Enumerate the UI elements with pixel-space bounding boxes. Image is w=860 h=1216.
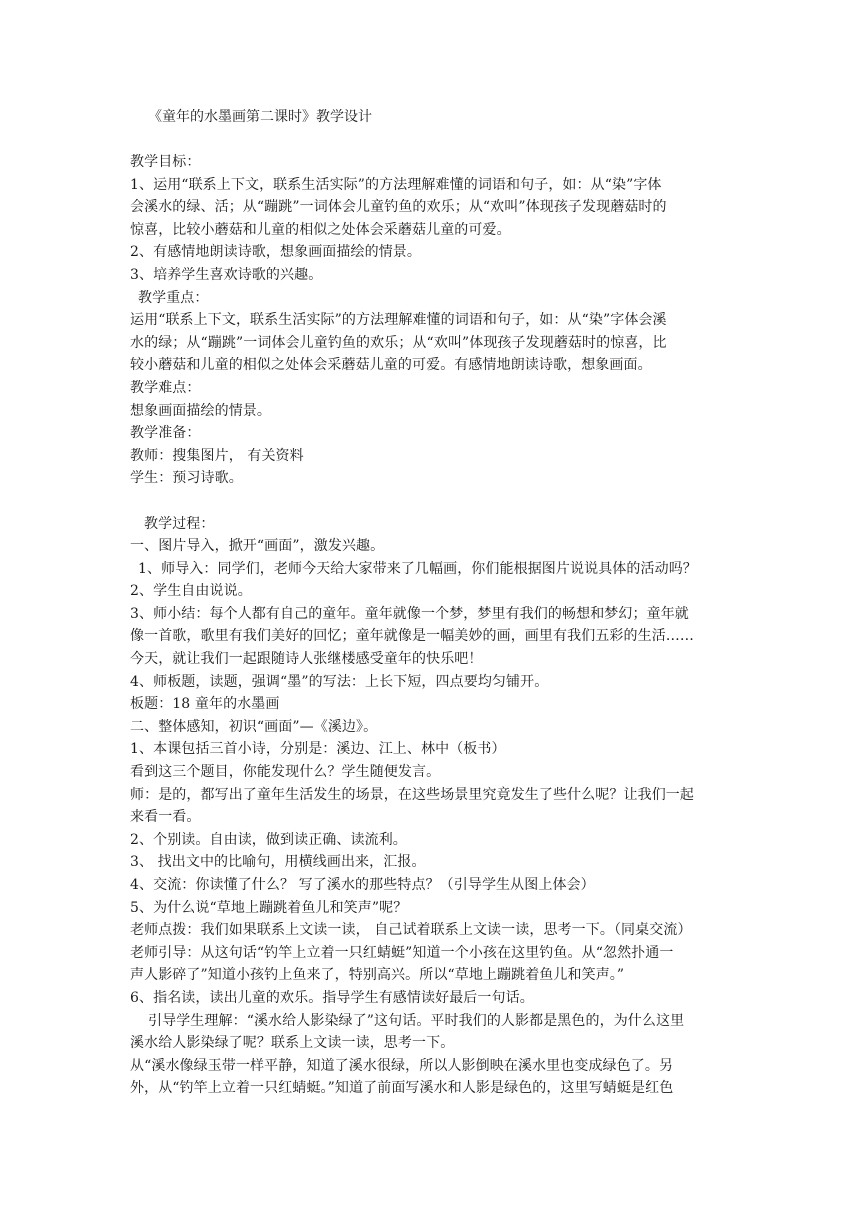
document-title: 《童年的水墨画第二课时》教学设计 xyxy=(148,109,372,125)
text-line: 4、交流：你读懂了什么？ 写了溪水的那些特点？（引导学生从图上体会） xyxy=(130,877,595,893)
text-line: 5、为什么说“草地上蹦跳着鱼儿和笑声”呢？ xyxy=(130,899,408,916)
text-line: 1、运用“联系上下文，联系生活实际”的方法理解难懂的词语和句子，如：从“染”字体 xyxy=(130,176,662,193)
text-line: 3、培养学生喜欢诗歌的兴趣。 xyxy=(130,266,323,283)
text-line: 看到这三个题目，你能发现什么？学生随便发言。 xyxy=(130,764,441,781)
text-line: 师：是的，都写出了童年生活发生的场景，在这些场景里究竟发生了些什么呢？让我们一起 xyxy=(130,786,694,803)
document-body xyxy=(130,151,736,1100)
text-line: 像一首歌，歌里有我们美好的回忆；童年就像是一幅美妙的画，画里有我们五彩的生活…… xyxy=(130,628,694,645)
text-line: 来看一看。 xyxy=(130,809,201,826)
text-line: 3、 找出文中的比喻句，用横线画出来，汇报。 xyxy=(130,854,426,871)
text-line: 外，从“钓竿上立着一只红蜻蜓。”知道了前面写溪水和人影是绿色的，这里写蜻蜓是红色 xyxy=(130,1080,674,1097)
blank-line xyxy=(130,490,736,513)
text-line: 惊喜，比较小蘑菇和儿童的相似之处体会采蘑菇儿童的可爱。 xyxy=(130,221,511,238)
section-heading: 教学重点： xyxy=(138,289,209,306)
text-line: 2、有感情地朗读诗歌，想象画面描绘的情景。 xyxy=(130,244,422,261)
text-line: 从“溪水像绿玉带一样平静，知道了溪水很绿，所以人影倒映在溪水里也变成绿色了。另 xyxy=(130,1057,674,1074)
text-line: 2、学生自由说说。 xyxy=(130,583,252,600)
section-heading: 教学过程： xyxy=(144,515,215,532)
section-heading: 教学准备： xyxy=(130,425,201,442)
text-line: 1、本课包括三首小诗，分别是：溪边、江上、林中（板书） xyxy=(130,741,506,758)
text-line: 二、整体感知，初识“画面”—《溪边》。 xyxy=(130,718,378,735)
text-line: 想象画面描绘的情景。 xyxy=(130,402,271,419)
text-line: 会溪水的绿、活；从“蹦跳”一词体会儿童钓鱼的欢乐；从“欢叫”体现孩子发现蘑菇时的 xyxy=(130,199,667,216)
text-line: 水的绿；从“蹦跳”一词体会儿童钓鱼的欢乐；从“欢叫”体现孩子发现蘑菇时的惊喜，比 xyxy=(130,334,667,351)
text-line: 教学目标： xyxy=(130,154,201,170)
text-line: 引导学生理解：“溪水给人影染绿了”这句话。平时我们的人影都是黑色的，为什么这里 xyxy=(148,1012,685,1029)
text-line: 学生：预习诗歌。 xyxy=(130,470,243,487)
text-line: 运用“联系上下文，联系生活实际”的方法理解难懂的词语和句子，如：从“染”字体会溪 xyxy=(130,312,667,329)
text-line: 溪水给人影染绿了呢？联系上文读一读，思考一下。 xyxy=(130,1035,455,1052)
text-line: 声人影碎了”知道小孩钓上鱼来了，特别高兴。所以“草地上蹦跳着鱼儿和笑声。” xyxy=(130,967,625,984)
text-line: 4、师板题，读题，强调“墨”的写法：上长下短，四点要均匀铺开。 xyxy=(130,673,549,690)
text-line: 板题：18 童年的水墨画 xyxy=(130,696,280,713)
text-line: 较小蘑菇和儿童的相似之处体会采蘑菇儿童的可爱。有感情地朗读诗歌，想象画面。 xyxy=(130,357,652,374)
text-line: 6、指名读，读出儿童的欢乐。指导学生有感情读好最后一句话。 xyxy=(130,989,534,1006)
text-line: 1、师导入：同学们，老师今天给大家带来了几幅画，你们能根据图片说说具体的活动吗？ xyxy=(138,560,697,577)
text-line: 教师：搜集图片， 有关资料 xyxy=(130,447,304,464)
text-line: 一、图片导入，掀开“画面”，激发兴趣。 xyxy=(130,538,385,555)
text-line: 今天，就让我们一起跟随诗人张继楼感受童年的快乐吧！ xyxy=(130,651,483,668)
text-line: 3、师小结：每个人都有自己的童年。童年就像一个梦，梦里有我们的畅想和梦幻；童年就 xyxy=(130,605,689,622)
section-heading: 教学难点： xyxy=(130,379,201,396)
text-line: 老师点拨：我们如果联系上文读一读， 自己试着联系上文读一读，思考一下。（同桌交流） xyxy=(130,922,692,939)
text-line: 2、个别读。自由读，做到读正确、读流利。 xyxy=(130,831,407,848)
text-line: 老师引导：从这句话“钓竿上立着一只红蜻蜓”知道一个小孩在这里钓鱼。从“忽然扑通一 xyxy=(130,944,674,961)
